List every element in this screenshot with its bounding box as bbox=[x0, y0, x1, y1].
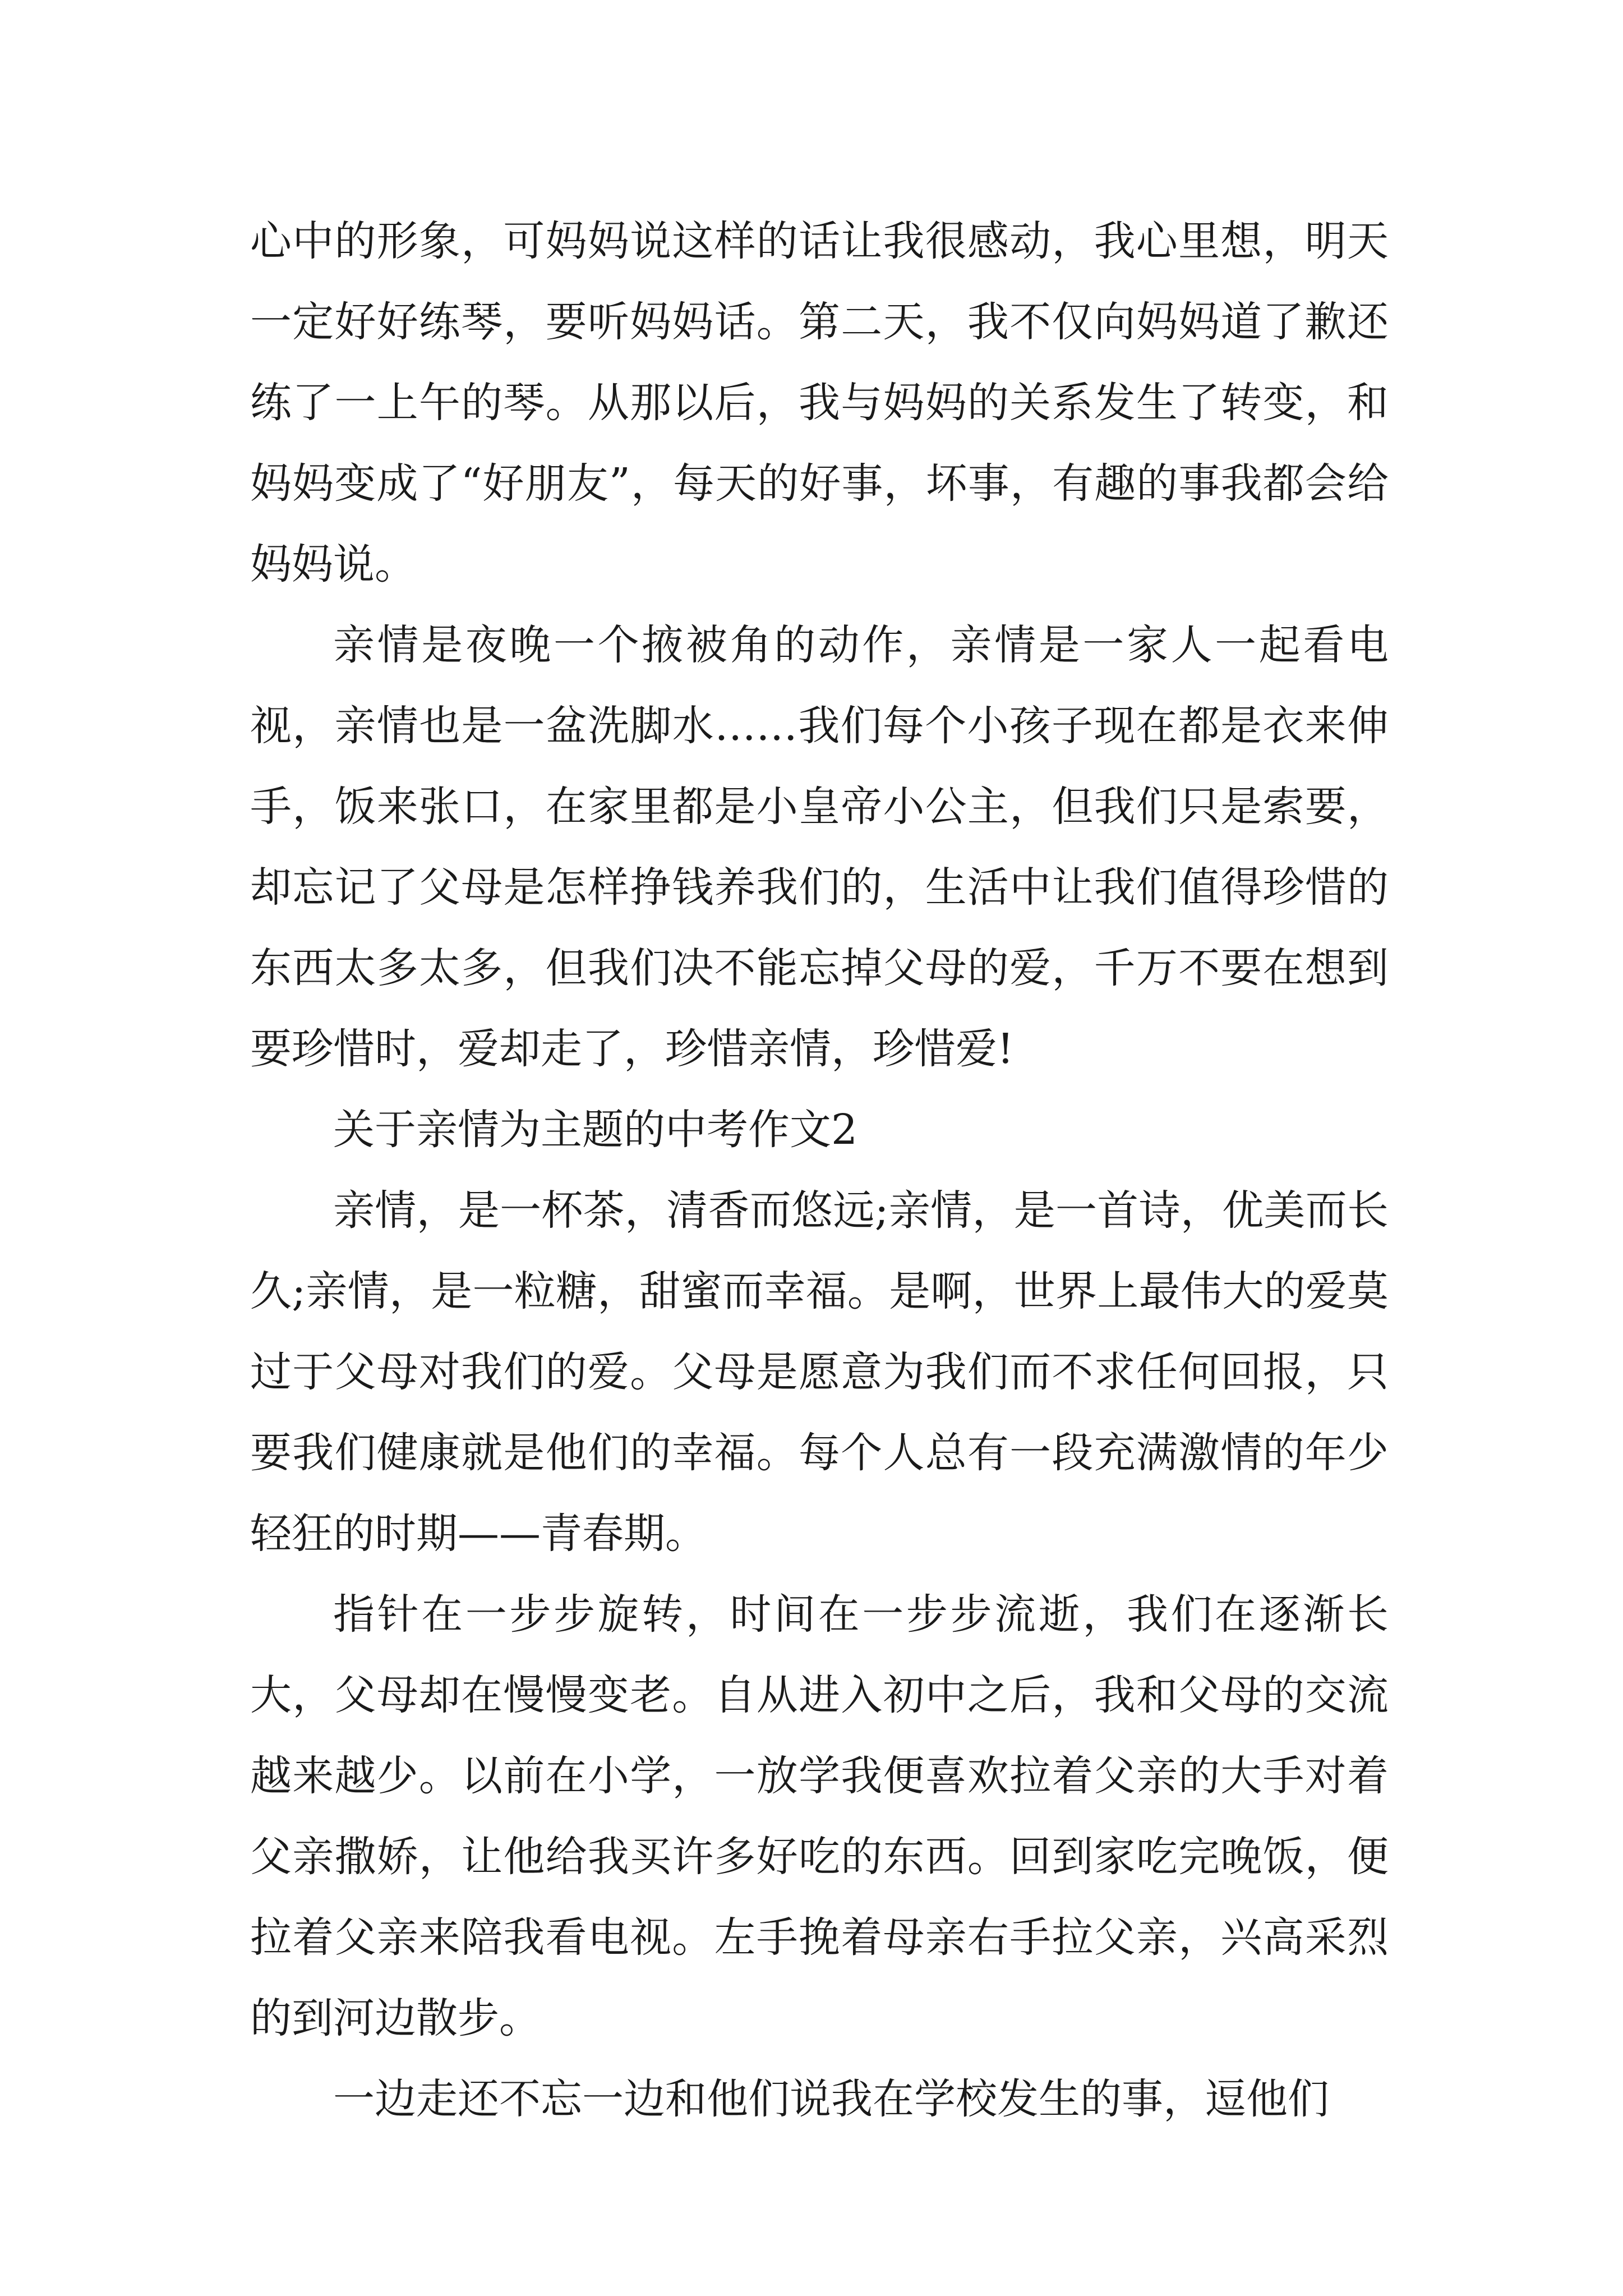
paragraph-clock-hands: 指针在一步步旋转，时间在一步步流逝，我们在逐渐长大，父母却在慢慢变老。自从进入初中之后，我和父母的交流越来越少。以前在小学，一放学我便喜欢拉着父亲的大手对着父亲撒娇，让他给我买许多好吃的东西。回到家吃完晚饭，便拉着父亲来陪我看电视。左手挽着母亲右手拉父亲，兴高采烈的到河边散步。 bbox=[250, 1590, 1389, 2042]
paragraph-family-tea: 亲情，是一杯茶，清香而悠远;亲情，是一首诗，优美而长久;亲情，是一粒糖，甜蜜而幸福。是啊，世界上最伟大的爱莫过于父母对我们的爱。父母是愿意为我们而不求任何回报，只要我们健康就是他们的幸福。每个人总有一段充满激情的年少轻狂的时期——青春期。 bbox=[250, 1186, 1389, 1558]
paragraph-family-love: 亲情是夜晚一个掖被角的动作，亲情是一家人一起看电视，亲情也是一盆洗脚水……我们每个小孩子现在都是衣来伸手，饭来张口，在家里都是小皇帝小公主，但我们只是索要，却忘记了父母是怎样挣钱养我们的，生活中让我们值得珍惜的东西太多太多，但我们决不能忘掉父母的爱，千万不要在想到要珍惜时，爱却走了，珍惜亲情，珍惜爱! bbox=[250, 621, 1389, 1073]
document-body bbox=[250, 201, 1389, 2139]
essay-heading: 关于亲情为主题的中考作文2 bbox=[333, 1106, 858, 1154]
paragraph-continuation: 心中的形象，可妈妈说这样的话让我很感动，我心里想，明天一定好好练琴，要听妈妈话。第二天，我不仅向妈妈道了歉还练了一上午的琴。从那以后，我与妈妈的关系发生了转变，和妈妈变成了“好朋友”，每天的好事，坏事，有趣的事我都会给妈妈说。 bbox=[250, 217, 1389, 588]
paragraph-walking: 一边走还不忘一边和他们说我在学校发生的事，逗他们 bbox=[333, 2075, 1329, 2123]
